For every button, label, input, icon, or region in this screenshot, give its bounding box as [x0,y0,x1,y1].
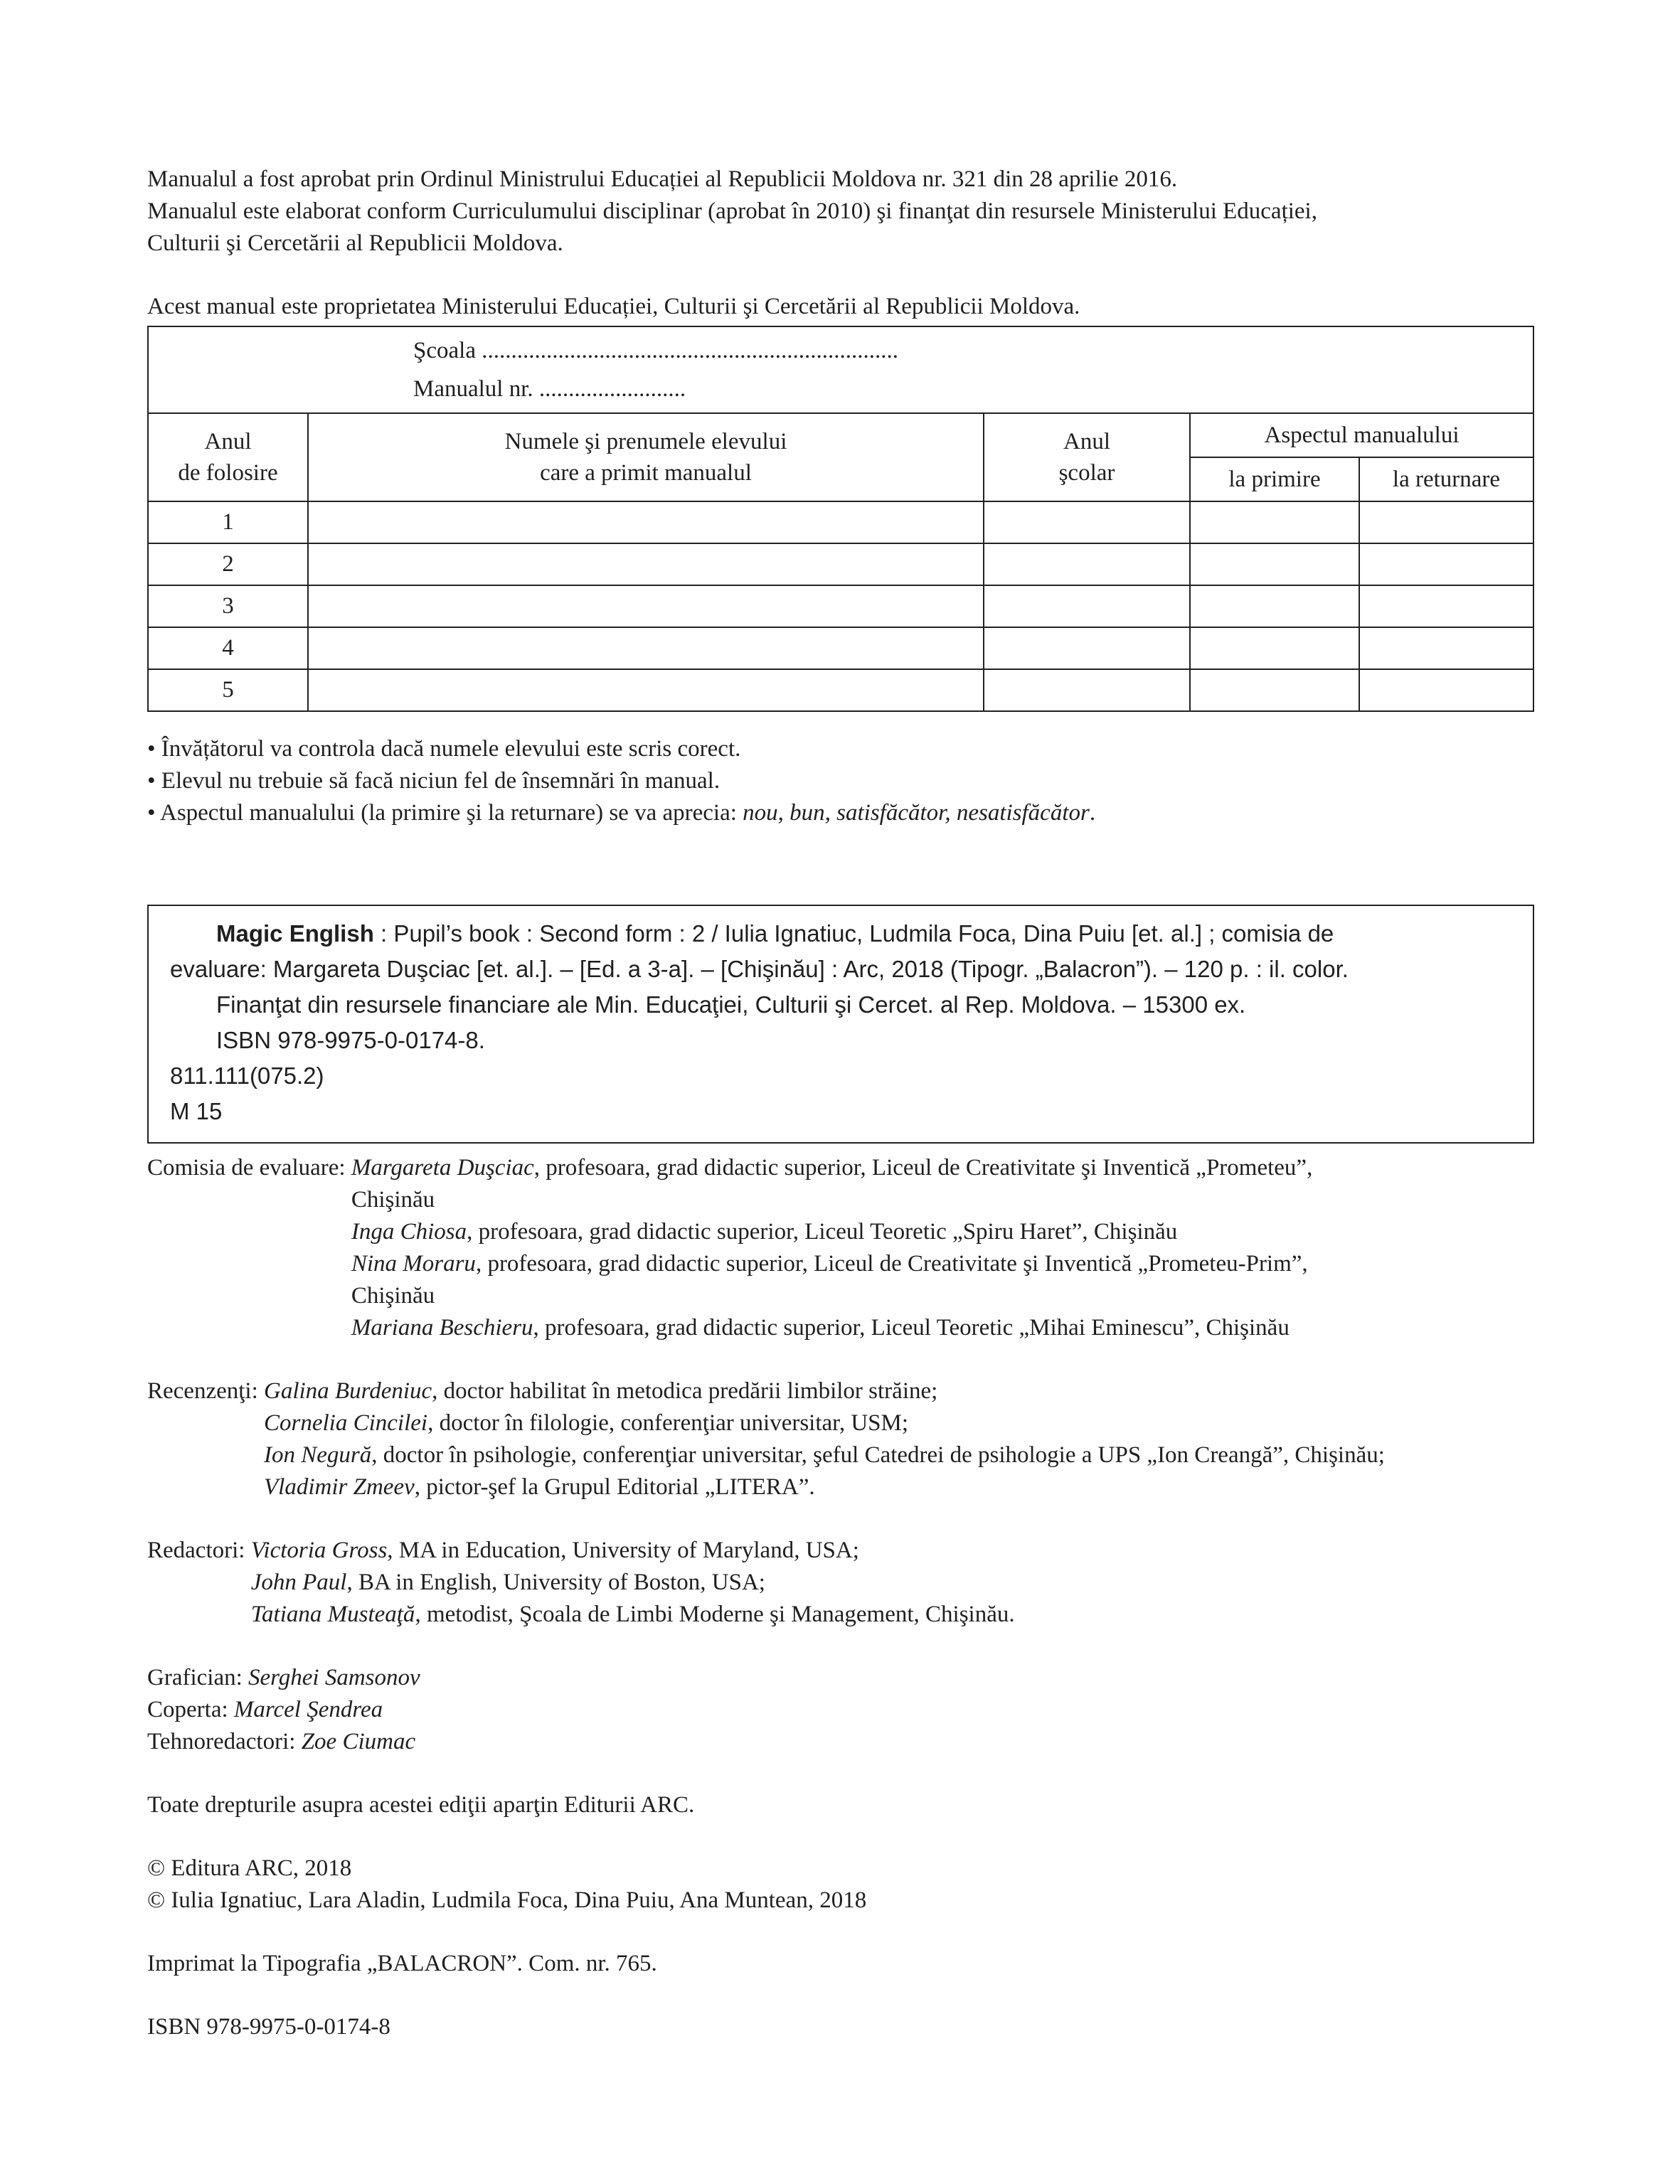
catalog-code: M 15 [170,1098,223,1124]
catalog-isbn: ISBN 978-9975-0-0174-8. [216,1027,485,1053]
table-row: 1 [148,501,1533,543]
note-teacher: • Învățătorul va controla dacă numele elevului este scris corect. [147,736,741,762]
curriculum-line-cont: Culturii şi Cercetării al Republicii Moldova. [147,230,563,256]
note-student: • Elevul nu trebuie să facă niciun fel de însemnări în manual. [147,768,721,794]
reviewer: Vladimir Zmeev, pictor-şef la Grupul Editorial „LITERA”. [264,1474,815,1500]
staff-credits [147,1662,1534,1758]
copyright-block [147,1853,1534,1917]
table-row: 5 [148,669,1533,711]
header-on-receive: la primire [1190,457,1359,501]
school-cell [148,326,1533,413]
rights-statement: Toate drepturile asupra acestei ediţii aparţin Editurii ARC. [147,1792,695,1818]
table-row: 2 [148,543,1533,585]
printing-info: Imprimat la Tipografia „BALACRON”. Com. nr. 765. [147,1951,657,1976]
header-student-name: Numele şi prenumele elevului care a primit manualul [308,413,984,501]
editor: Tatiana Musteaţă, metodist, Şcoala de Limbi Moderne şi Management, Chişinău. [250,1602,1015,1627]
header-on-return: la returnare [1359,457,1533,501]
technical-editor: Tehnoredactori: Zoe Ciumac [147,1729,416,1754]
evaluation-commission: Comisia de evaluare: Margareta Duşciac, profesoara, grad didactic superior, Liceul de Creativitate şi Inventică „Prometeu”, Chişinău Inga Chiosa, profesoara, grad didactic superior, Liceul Teoretic „Spiru Haret”, Chişinău Nina Moraru, profesoara, grad didactic superior, Liceul de Creativitate şi Inventică „Prometeu-Prim”, Chişinău Mariana Beschieru, profesoara, grad didactic superior, Liceul Teoretic „Mihai Eminescu”, Chişinău [147,1152,1534,1344]
catalog-line-2: evaluare: Margareta Duşciac [et. al.]. – [Ed. a 3-a]. – [Chişinău] : Arc, 2018 (Tipogr. „Balacron”). – 120 p. : il. color. [170,956,1349,982]
cover-designer: Coperta: Marcel Şendrea [147,1697,383,1722]
catalog-record-box [147,905,1534,1144]
table-row: 3 [148,585,1533,627]
school-label: Şcoala ....................................................................... [413,338,898,363]
commission-member: Margareta Duşciac, profesoara, grad didactic superior, Liceul de Creativitate şi Inventică „Prometeu”, [351,1155,1313,1181]
manual-number-label: Manualul nr. ......................... [413,376,686,402]
usage-notes [147,733,1534,829]
registration-table [147,326,1534,712]
isbn-footer: ISBN 978-9975-0-0174-8 [147,2014,390,2040]
catalog-title-line: Magic English : Pupil’s book : Second form : 2 / Iulia Ignatiuc, Ludmila Foca, Dina Puiu [et. al.] ; comisia de [216,920,1334,947]
commission-member: Inga Chiosa, profesoara, grad didactic superior, Liceul Teoretic „Spiru Haret”, Chişinău [351,1219,1178,1245]
reviewers-label: Recenzenţi: [147,1378,265,1404]
page [147,164,1534,2043]
commission-member: Mariana Beschieru, profesoara, grad didactic superior, Liceul Teoretic „Mihai Eminescu”, Chişinău [351,1315,1290,1341]
catalog-funding: Finanţat din resursele financiare ale Min. Educaţiei, Culturii şi Cercet. al Rep. Moldova. – 15300 ex. [216,991,1246,1018]
table-row: 4 [148,627,1533,669]
reviewer: Cornelia Cincilei, doctor în filologie, conferenţiar universitar, USM; [264,1410,909,1436]
editors [147,1535,1534,1631]
book-title: Magic English [216,920,374,947]
commission-member: Nina Moraru, profesoara, grad didactic superior, Liceul de Creativitate şi Inventică „Prometeu-Prim”, [351,1251,1308,1277]
editor: John Paul, BA in English, University of Boston, USA; [250,1570,765,1595]
reviewer: Galina Burdeniuc, doctor habilitat în metodica predării limbilor străine; [264,1378,938,1404]
graphic-designer: Grafician: Serghei Samsonov [147,1665,420,1690]
copyright-authors: © Iulia Ignatiuc, Lara Aladin, Ludmila Foca, Dina Puiu, Ana Muntean, 2018 [147,1887,867,1913]
header-year-of-use: Anul de folosire [148,413,308,501]
copyright-publisher: © Editura ARC, 2018 [147,1855,352,1881]
reviewer: Ion Negură, doctor în psihologie, conferenţiar universitar, şeful Catedrei de psihologie a UPS „Ion Creangă”, Chişinău; [264,1442,1385,1468]
commission-label: Comisia de evaluare: [147,1155,351,1181]
curriculum-line: Manualul este elaborat conform Curriculumului disciplinar (aprobat în 2010) şi finanţat din resursele Ministerului Educației, [147,198,1317,224]
header-school-year: Anul şcolar [984,413,1190,501]
catalog-udc: 811.111(075.2) [170,1062,324,1089]
reviewers [147,1375,1534,1503]
editor: Victoria Gross, MA in Education, University of Maryland, USA; [250,1538,859,1563]
header-aspect: Aspectul manualului [1190,413,1533,457]
editors-label: Redactori: [147,1538,251,1563]
property-line: Acest manual este proprietatea Ministerului Educației, Culturii şi Cercetării al Republicii Moldova. [147,294,1080,319]
approval-line: Manualul a fost aprobat prin Ordinul Ministrului Educației al Republicii Moldova nr. 321 din 28 aprilie 2016. [147,166,1178,192]
note-aspect: • Aspectul manualului (la primire şi la returnare) se va aprecia: nou, bun, satisfăcător, nesatisfăcător. [147,800,1096,826]
